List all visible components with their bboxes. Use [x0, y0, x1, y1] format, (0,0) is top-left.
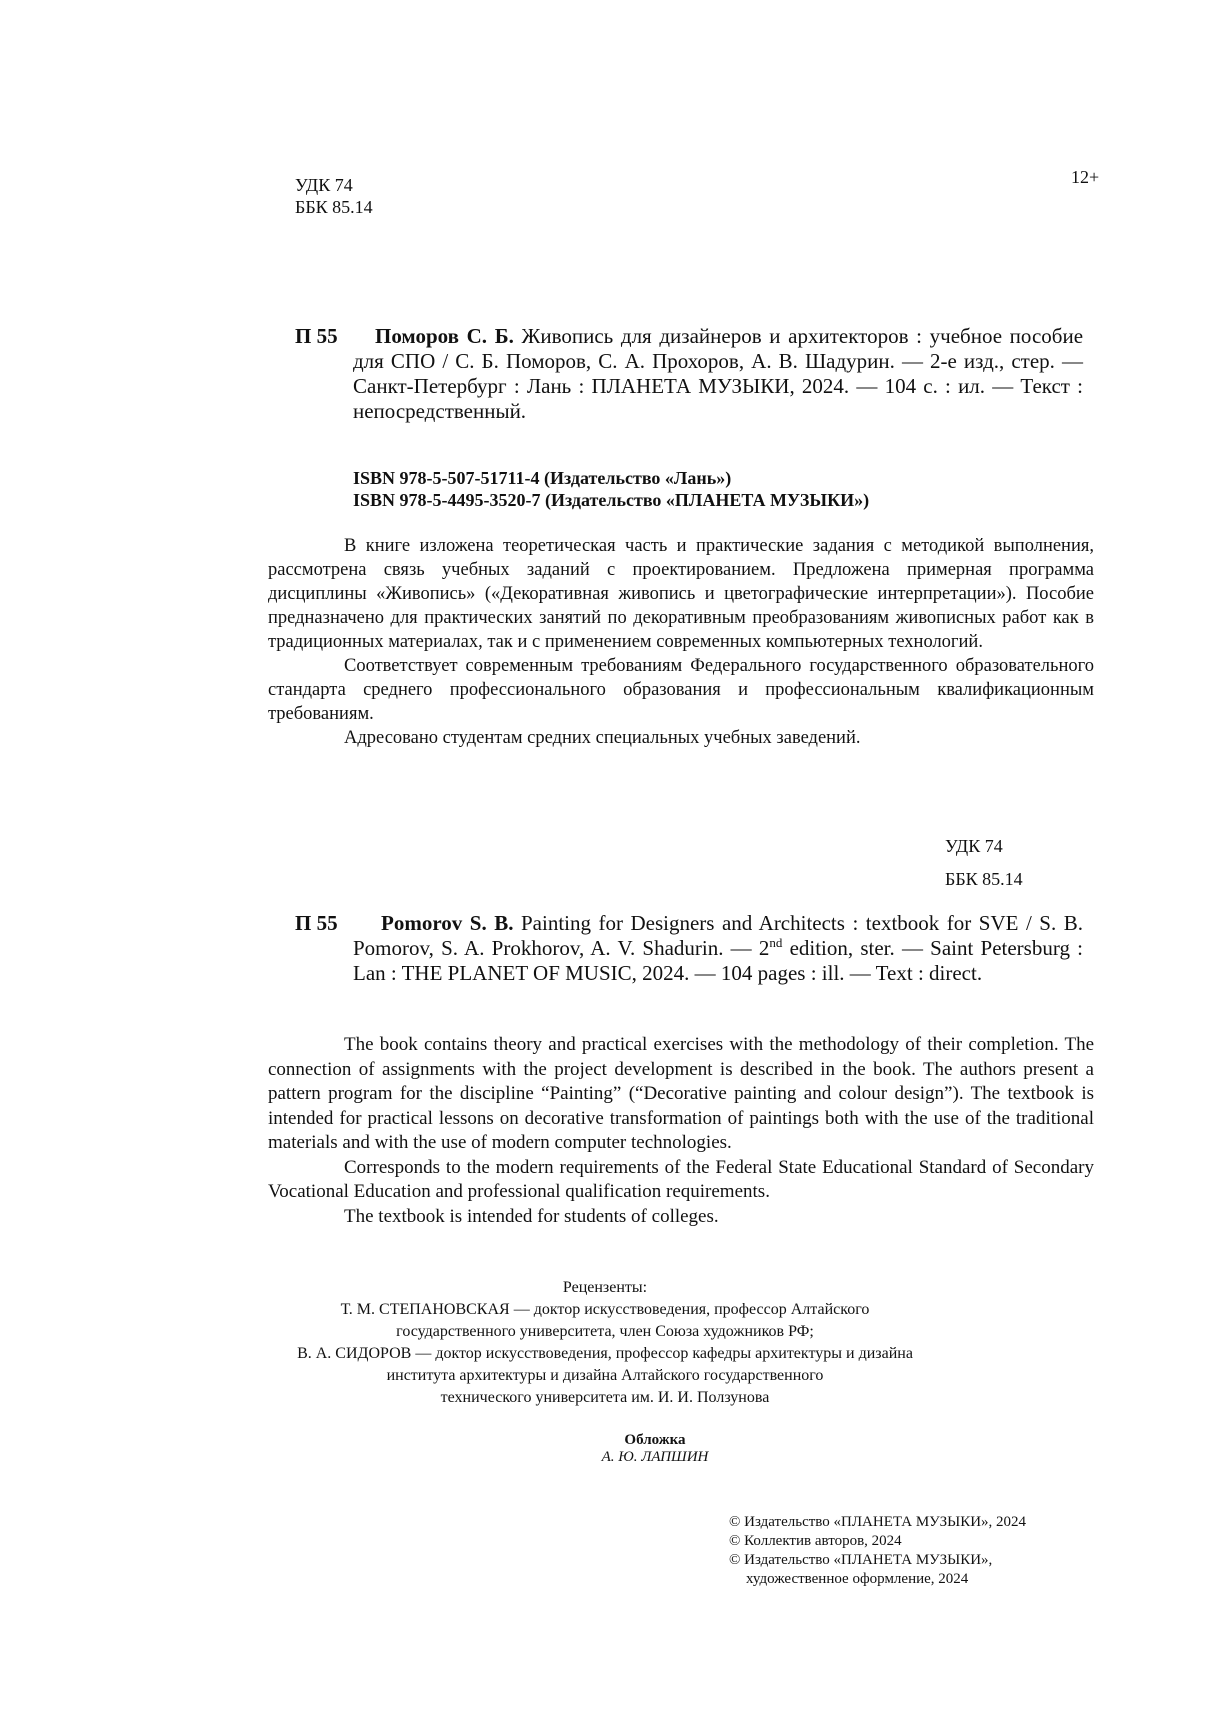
ru-entry-code: П 55	[295, 324, 338, 348]
reviewer-line: В. А. СИДОРОВ — доктор искусствоведения, профессор кафедры архитектуры и дизайна	[297, 1345, 913, 1362]
ru-annotation-paragraph: Адресовано студентам средних специальных учебных заведений.	[344, 728, 861, 748]
edition-ordinal: nd	[769, 935, 783, 950]
copyright-line: © Издательство «ПЛАНЕТА МУЗЫКИ», 2024	[729, 1514, 1027, 1530]
isbn-lan: ISBN 978-5-507-51711-4 (Издательство «Лань»)	[353, 468, 732, 488]
bbk-code: ББК 85.14	[295, 197, 373, 217]
ru-bibliographic-entry	[353, 324, 1083, 424]
ru-entry-text: Живопись для дизайнеров и архитекторов : учебное пособие для СПО / С. Б. Поморов, С. А. Прохоров, А. В. Шадурин. — 2-е изд., стер. — Санкт-Петербург : Лань : ПЛАНЕТА МУЗЫКИ, 2024. — 104 с. : ил. — Текст : непосредственный.	[353, 324, 1084, 423]
reviewer-line: государственного университета, член Союза художников РФ;	[396, 1323, 814, 1340]
ru-annotation	[268, 534, 1094, 750]
copyright-line: © Издательство «ПЛАНЕТА МУЗЫКИ»,	[729, 1552, 993, 1568]
udk-code: УДК 74	[945, 836, 1003, 856]
isbn-block	[353, 467, 869, 511]
copyright-block	[729, 1513, 1026, 1589]
classification-mid	[945, 830, 1023, 896]
en-entry-text-cont: edition, ster. — Saint Petersburg : Lan : THE PLANET OF MUSIC, 2024. — 104 pages : ill. — Text : direct.	[353, 936, 1083, 985]
ru-annotation-paragraph: В книге изложена теоретическая часть и практические задания с методикой выполнения, рассмотрена связь учебных заданий с проектированием. Предложена примерная программа дисциплины «Живопись» («Декоративная живопись и цветографические интерпретации»). Пособие предназначено для практических занятий по декоративным преобразованиям живописных работ как в традиционных материалах, так и с применением современных компьютерных технологий.	[268, 536, 1094, 652]
cover-designer: А. Ю. ЛАПШИН	[601, 1449, 709, 1465]
cover-title: Обложка	[624, 1432, 686, 1448]
reviewer-line: технического университета им. И. И. Ползунова	[440, 1389, 770, 1406]
en-annotation-paragraph: The book contains theory and practical exercises with the methodology of their completion. The connection of assignments with the project development is described in the book. The authors present a pattern program for the discipline “Painting” (“Decorative painting and colour design”). The textbook is intended for practical lessons on decorative transformation of paintings both with the use of the traditional materials and with the use of modern computer technologies.	[268, 1034, 1094, 1153]
en-entry-code: П 55	[295, 911, 338, 935]
reviewers-title: Рецензенты:	[562, 1279, 648, 1296]
ru-entry-author: Поморов С. Б.	[375, 324, 514, 348]
classification-top	[295, 174, 373, 218]
isbn-planeta: ISBN 978-5-4495-3520-7 (Издательство «ПЛАНЕТА МУЗЫКИ»)	[353, 490, 870, 510]
reviewer-line: Т. М. СТЕПАНОВСКАЯ — доктор искусствоведения, профессор Алтайского	[340, 1301, 870, 1318]
cover-credit	[505, 1432, 805, 1466]
udk-code: УДК 74	[295, 175, 353, 195]
reviewers-block	[180, 1277, 1030, 1409]
en-entry-author: Pomorov S. B.	[381, 911, 514, 935]
en-annotation-paragraph: The textbook is intended for students of colleges.	[344, 1205, 719, 1227]
age-rating: 12+	[1071, 167, 1100, 187]
copyright-line: художественное оформление, 2024	[746, 1571, 969, 1587]
en-entry-text: Painting for Designers and Architects : textbook for SVE / S. B. Pomorov, S. A. Prokhorov, A. V. Shadurin. — 2	[353, 911, 1084, 960]
en-annotation	[268, 1033, 1094, 1229]
copyright-line: © Коллектив авторов, 2024	[729, 1533, 902, 1549]
ru-annotation-paragraph: Соответствует современным требованиям Федерального государственного образовательного стандарта среднего профессионального образования и профессиональным квалификационным требованиям.	[268, 656, 1094, 724]
en-bibliographic-entry	[353, 911, 1083, 986]
en-annotation-paragraph: Corresponds to the modern requirements of the Federal State Educational Standard of Secondary Vocational Education and professional qualification requirements.	[268, 1156, 1094, 1202]
reviewer-line: института архитектуры и дизайна Алтайского государственного	[386, 1367, 824, 1384]
bbk-code: ББК 85.14	[945, 869, 1023, 889]
